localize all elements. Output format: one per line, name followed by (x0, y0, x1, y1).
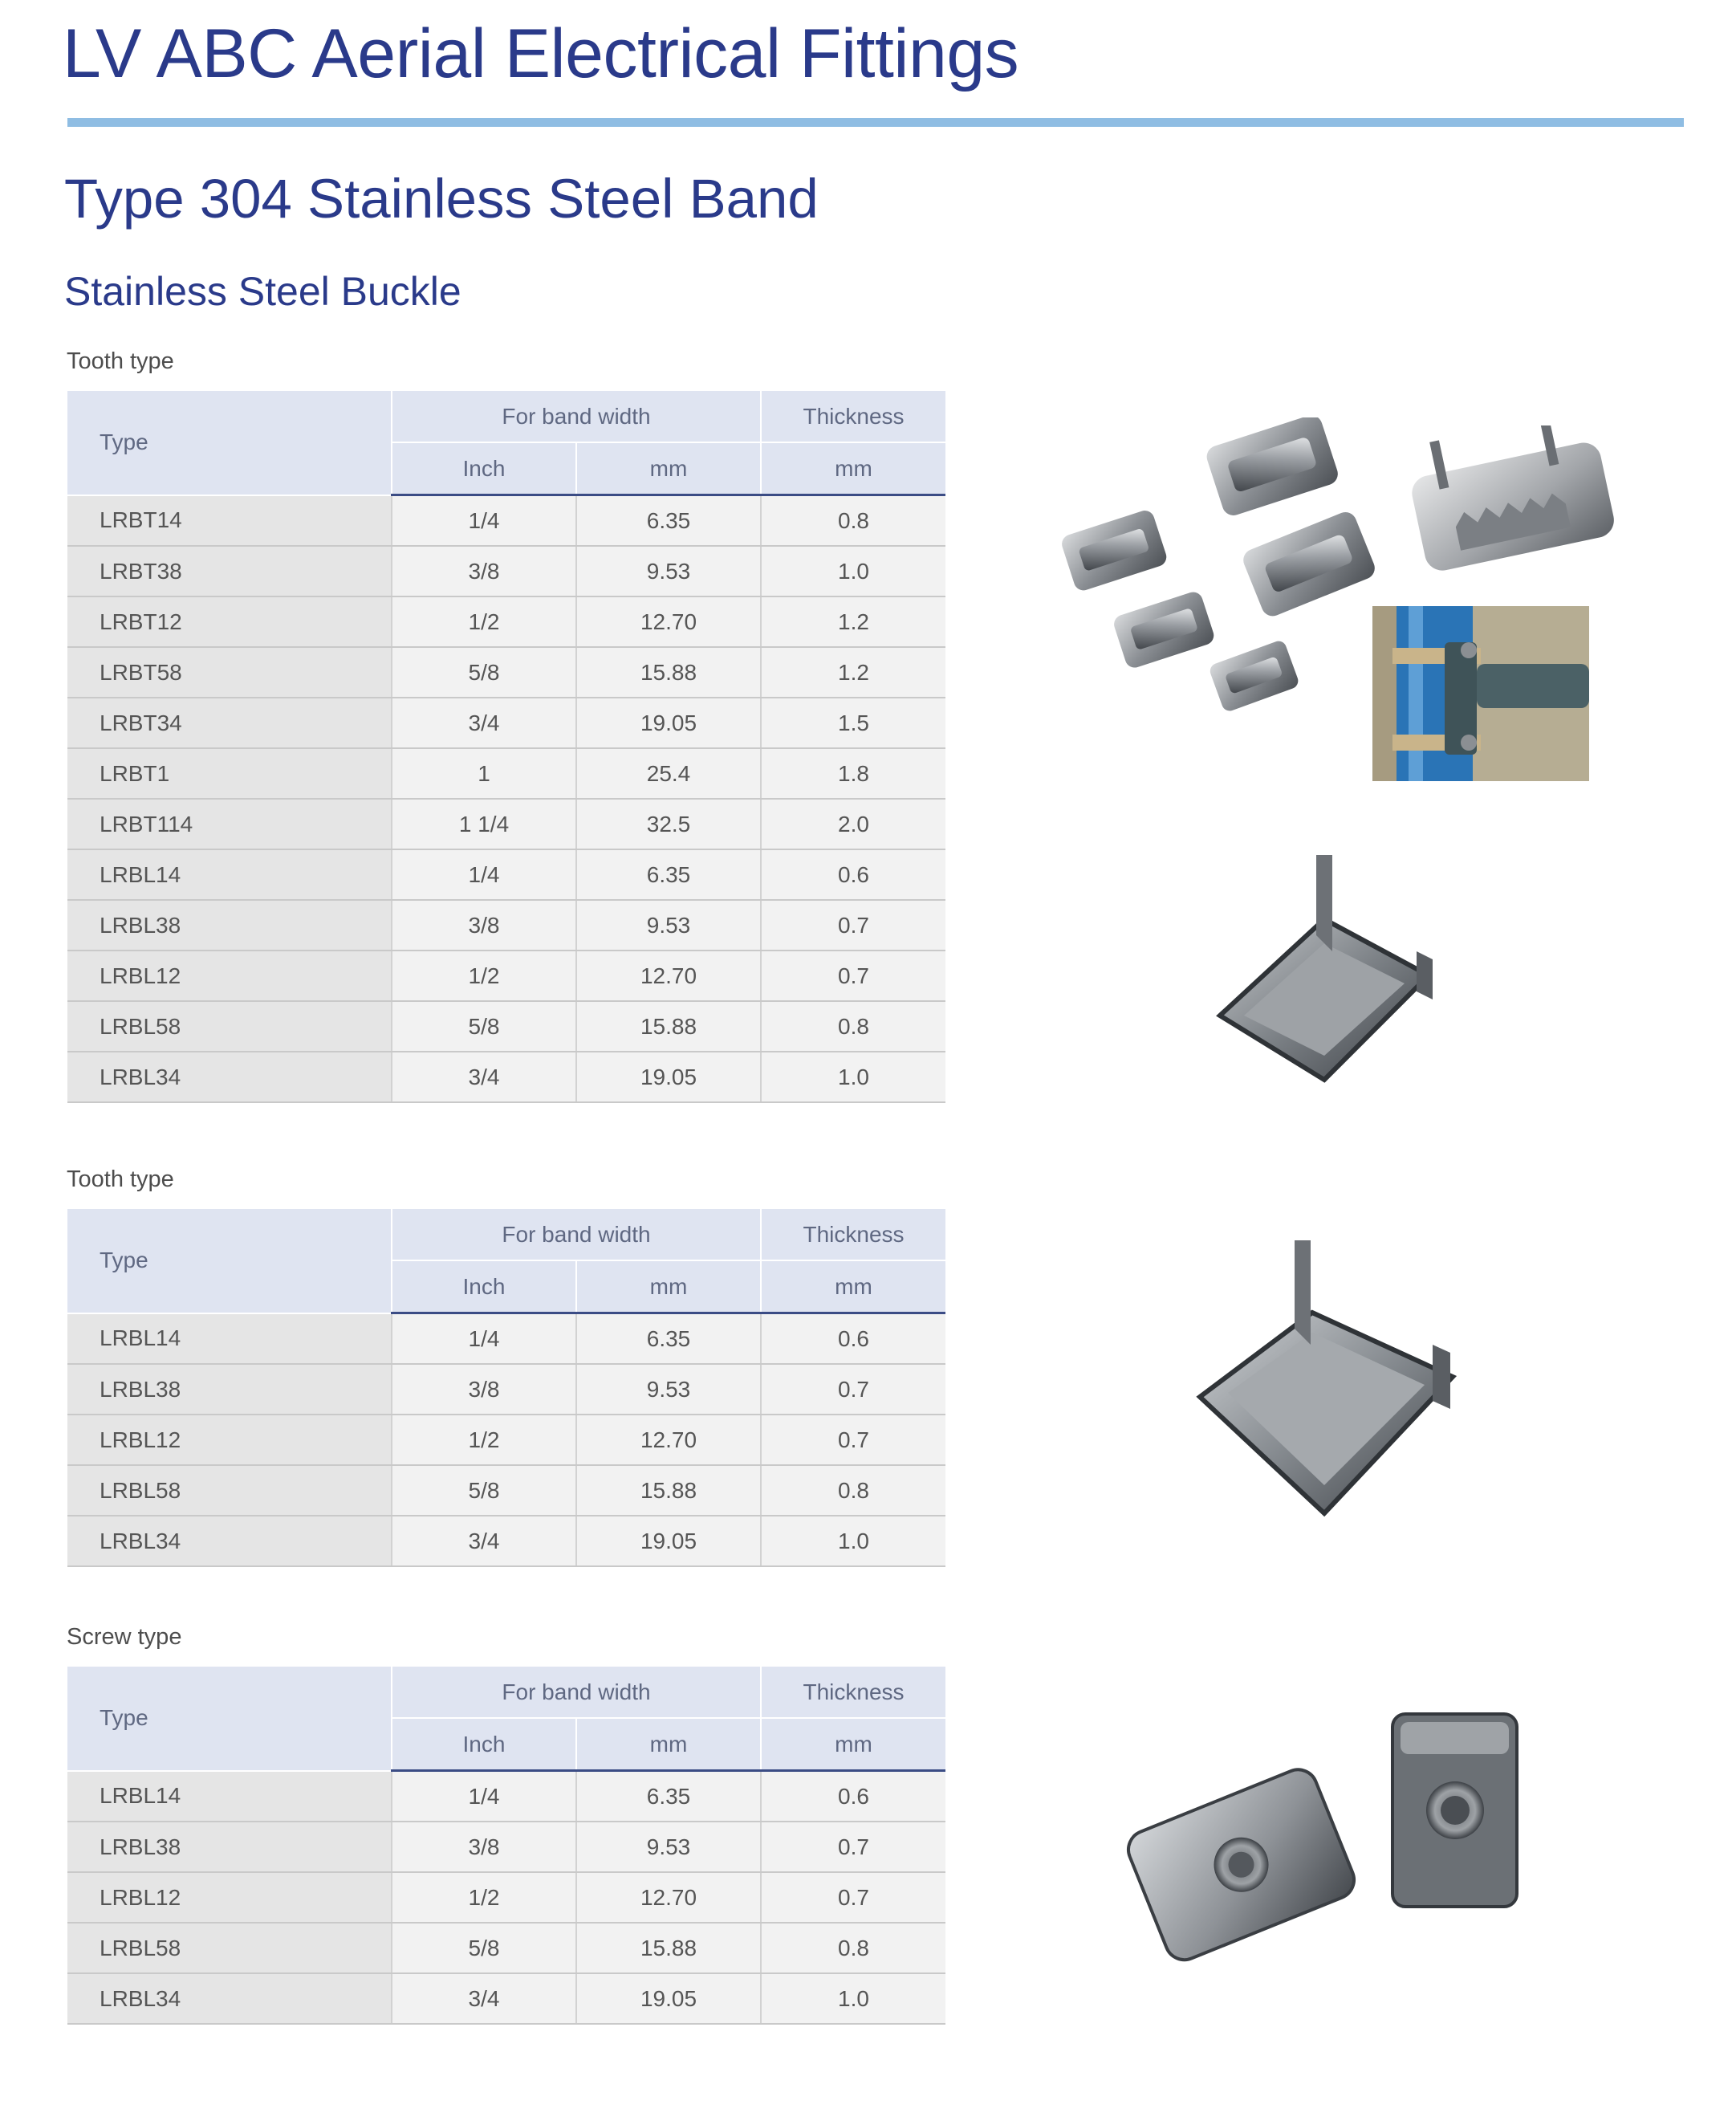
table-row: LRBL14 1/4 6.35 0.6 (67, 849, 945, 900)
table-row: LRBT12 1/2 12.70 1.2 (67, 596, 945, 647)
table-row: LRBL34 3/4 19.05 1.0 (67, 1973, 945, 2024)
tooth-buckles-group-photo (1043, 417, 1397, 723)
table-row: LRBL58 5/8 15.88 0.8 (67, 1001, 945, 1052)
wing-buckle-stamped-photo (1192, 1240, 1465, 1521)
table-row: LRBL58 5/8 15.88 0.8 (67, 1923, 945, 1973)
table-row: LRBL12 1/2 12.70 0.7 (67, 1872, 945, 1923)
header-band-width: For band width (392, 1667, 761, 1718)
table-row: LRBL14 1/4 6.35 0.6 (67, 1313, 945, 1365)
table-row: LRBL34 3/4 19.05 1.0 (67, 1516, 945, 1566)
table-row: LRBT34 3/4 19.05 1.5 (67, 698, 945, 748)
header-type: Type (67, 1667, 392, 1771)
header-band-width: For band width (392, 1209, 761, 1260)
page-title: LV ABC Aerial Electrical Fittings (63, 15, 1019, 92)
screw-buckles-photo (1124, 1702, 1541, 1975)
header-thickness: Thickness (761, 391, 945, 442)
header-thickness-unit: mm (761, 1718, 945, 1771)
header-thickness-unit: mm (761, 442, 945, 495)
table-caption: Tooth type (67, 348, 174, 374)
section-title: Stainless Steel Buckle (64, 269, 461, 314)
header-mm: mm (576, 1718, 761, 1771)
table-row: LRBL12 1/2 12.70 0.7 (67, 1415, 945, 1465)
table-row: LRBL58 5/8 15.88 0.8 (67, 1465, 945, 1516)
buckle-on-pole-photo (1372, 606, 1589, 781)
table-row: LRBL38 3/8 9.53 0.7 (67, 1822, 945, 1872)
table-row: LRBL38 3/8 9.53 0.7 (67, 900, 945, 951)
header-type: Type (67, 1209, 392, 1313)
header-mm: mm (576, 442, 761, 495)
table-row: LRBL34 3/4 19.05 1.0 (67, 1052, 945, 1102)
wing-buckle-photo (1212, 855, 1453, 1104)
table-caption: Tooth type (67, 1166, 174, 1192)
header-inch: Inch (392, 1718, 576, 1771)
table-row: LRBL38 3/8 9.53 0.7 (67, 1364, 945, 1415)
header-thickness: Thickness (761, 1667, 945, 1718)
table-row: LRBT1 1 25.4 1.8 (67, 748, 945, 799)
table-row: LRBT114 1 1/4 32.5 2.0 (67, 799, 945, 849)
table-caption: Screw type (67, 1624, 182, 1650)
spec-table-tooth-type-1 (67, 391, 945, 1103)
header-inch: Inch (392, 1260, 576, 1313)
table-row: LRBT58 5/8 15.88 1.2 (67, 647, 945, 698)
header-band-width: For band width (392, 391, 761, 442)
table-row: LRBL14 1/4 6.35 0.6 (67, 1771, 945, 1822)
table-row: LRBL12 1/2 12.70 0.7 (67, 951, 945, 1001)
spec-table-screw-type (67, 1667, 945, 2025)
table-row: LRBT14 1/4 6.35 0.8 (67, 495, 945, 547)
header-inch: Inch (392, 442, 576, 495)
header-thickness: Thickness (761, 1209, 945, 1260)
header-thickness-unit: mm (761, 1260, 945, 1313)
tooth-buckle-closeup-photo (1397, 425, 1637, 586)
page-subtitle: Type 304 Stainless Steel Band (64, 168, 819, 230)
spec-table-tooth-type-2 (67, 1209, 945, 1567)
table-row: LRBT38 3/8 9.53 1.0 (67, 546, 945, 596)
header-type: Type (67, 391, 392, 495)
header-mm: mm (576, 1260, 761, 1313)
title-divider (67, 118, 1684, 127)
